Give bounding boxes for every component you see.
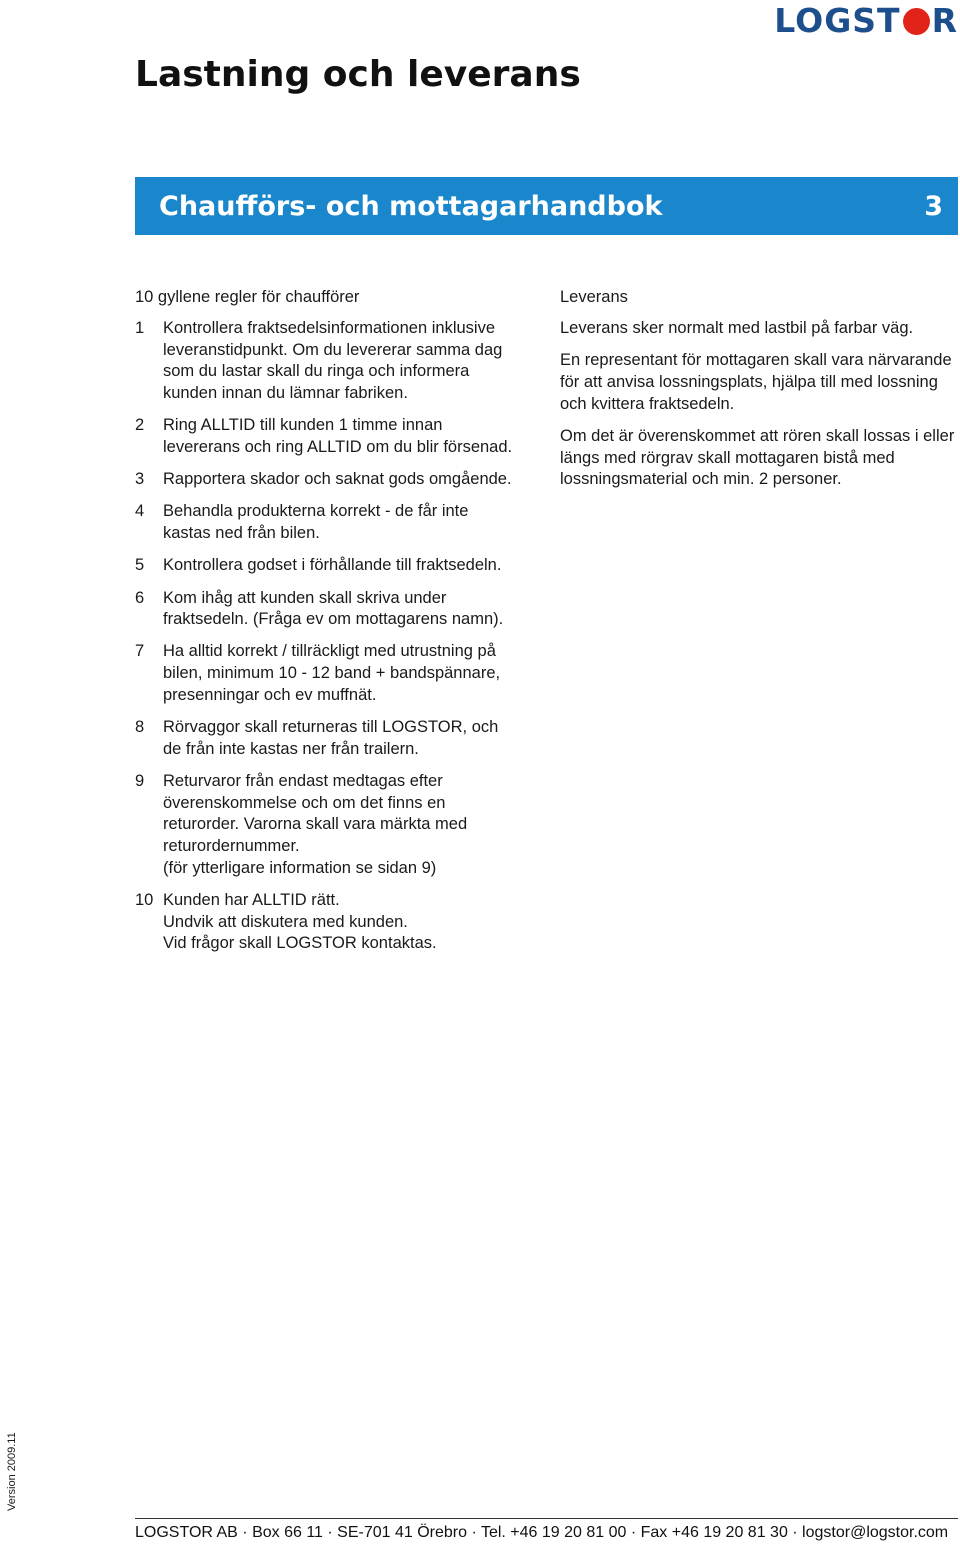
rule-text: Behandla produkterna korrekt - de får inte kastas ned från bilen. <box>163 502 469 543</box>
page-title: Lastning och leverans <box>135 54 581 95</box>
delivery-paragraph: Leverans sker normalt med lastbil på farbar väg. <box>560 319 914 337</box>
section-banner <box>135 177 958 235</box>
rule-item <box>135 890 535 955</box>
rule-item <box>135 771 535 880</box>
rule-item <box>135 469 535 491</box>
rule-number: 2 <box>135 416 145 435</box>
rule-number: 9 <box>135 771 145 790</box>
rule-number: 3 <box>135 470 145 489</box>
rule-text: Returvaror från endast medtagas efter överenskommelse och om det finns en returorder. Varorna skall vara märkta med returordernummer. (för ytterligare information se sidan 9) <box>163 771 468 877</box>
rule-item <box>135 318 535 405</box>
rule-text: Kunden har ALLTID rätt. Undvik att diskutera med kunden. Vid frågor skall LOGSTOR kontaktas. <box>163 890 437 953</box>
rule-number: 8 <box>135 718 145 737</box>
rule-text: Kontrollera godset i förhållande till fraktsedeln. <box>163 556 502 575</box>
rule-number: 10 <box>135 890 154 909</box>
rule-text: Kontrollera fraktsedelsinformationen inklusive leveranstidpunkt. Om du levererar samma dag som du lastar skall du ringa och informera kunden innan du lämnar fabriken. <box>163 319 503 403</box>
delivery-paragraph: En representant för mottagaren skall vara närvarande för att anvisa lossningsplats, hjälpa till med lossning och kvittera fraktsedeln. <box>560 351 952 413</box>
delivery-column <box>560 286 955 501</box>
delivery-paragraph: Om det är överenskommet att rören skall lossas i eller längs med rörgrav skall mottagaren bistå med lossningsmaterial och min. 2 personer. <box>560 426 955 489</box>
rule-item <box>135 717 535 760</box>
rule-item <box>135 415 535 458</box>
rule-text: Rörvaggor skall returneras till LOGSTOR, och de från inte kastas ner från trailern. <box>163 718 499 758</box>
rule-text: Ha alltid korrekt / tillräckligt med utrustning på bilen, minimum 10 - 12 band + bandspännare, presenningar och ev muffnät. <box>163 642 501 704</box>
rule-text: Rapportera skador och saknat gods omgående. <box>163 470 512 489</box>
logo-text-left: LOGST <box>774 0 901 40</box>
rule-text: Kom ihåg att kunden skall skriva under fraktsedeln. (Fråga ev om mottagarens namn). <box>163 588 504 629</box>
footer-divider <box>135 1518 958 1519</box>
rule-number: 6 <box>135 588 145 607</box>
banner-page-number: 3 <box>924 191 943 222</box>
version-label: Version 2009.11 <box>6 1432 18 1511</box>
rules-heading: 10 gyllene regler för chaufförer <box>135 288 360 306</box>
rule-item <box>135 501 535 544</box>
rule-text: Ring ALLTID till kunden 1 timme innan levererans och ring ALLTID om du blir försenad. <box>163 416 513 457</box>
rules-list <box>135 318 535 955</box>
logo-o-mark <box>903 8 930 35</box>
footer-contact: LOGSTOR AB · Box 66 11 · SE-701 41 Örebro · Tel. +46 19 20 81 00 · Fax +46 19 20 81 30 · logstor@logstor.com <box>135 1524 949 1541</box>
rule-number: 5 <box>135 556 145 575</box>
rule-number: 4 <box>135 502 145 521</box>
logstor-logo <box>702 2 958 38</box>
delivery-heading: Leverans <box>560 288 628 306</box>
rule-item <box>135 641 535 706</box>
logo-text-right: R <box>931 0 958 40</box>
rule-number: 7 <box>135 642 145 661</box>
rule-item <box>135 588 535 631</box>
banner-title: Chaufförs- och mottagarhandbok <box>159 191 663 222</box>
rule-item <box>135 555 535 577</box>
rules-column <box>135 286 535 966</box>
rule-number: 1 <box>135 319 145 337</box>
